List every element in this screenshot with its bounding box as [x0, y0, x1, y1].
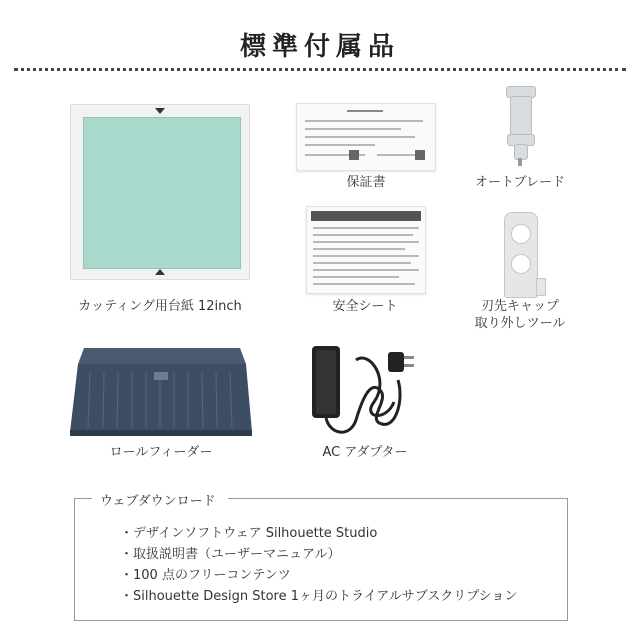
cutting-mat-image [70, 104, 250, 280]
ac-adapter-image [300, 340, 420, 440]
safety-sheet-caption: 安全シート [332, 299, 398, 314]
auto-blade-caption: オートブレード [474, 175, 566, 190]
safety-sheet-image [306, 206, 426, 294]
cap-removal-tool-image [500, 212, 546, 296]
cap-removal-tool-caption [462, 298, 578, 332]
mat-arrow-top-icon [155, 108, 165, 114]
mat-arrow-bottom-icon [155, 269, 165, 275]
warranty-caption: 保証書 [346, 175, 386, 190]
warranty-card-image [296, 103, 436, 171]
download-item-manual: ・取扱説明書（ユーザーマニュアル） [120, 547, 341, 562]
roll-feeder-caption: ロールフィーダー [109, 445, 213, 460]
page-title: 標準付属品 [239, 32, 400, 62]
cap-removal-tool-caption-line2: 取り外しツール [474, 316, 566, 331]
mat-grid-area [83, 117, 241, 269]
download-item-free-content: ・100 点のフリーコンテンツ [120, 568, 291, 583]
cutting-mat-caption: カッティング用台紙 12inch [78, 299, 242, 314]
download-item-subscription: ・Silhouette Design Store 1ヶ月のトライアルサブスクリプション [120, 589, 518, 604]
roll-feeder-image [70, 342, 252, 438]
ac-adapter-caption: AC アダプター [322, 445, 408, 460]
auto-blade-image [500, 84, 540, 170]
dotted-divider [14, 68, 626, 71]
download-box-top-left-border [74, 498, 92, 499]
download-box-label: ウェブダウンロード [100, 494, 216, 509]
download-item-software: ・デザインソフトウェア Silhouette Studio [120, 526, 378, 541]
download-box-top-right-border [228, 498, 567, 499]
cap-removal-tool-caption-line1: 刃先キャップ [480, 299, 559, 314]
